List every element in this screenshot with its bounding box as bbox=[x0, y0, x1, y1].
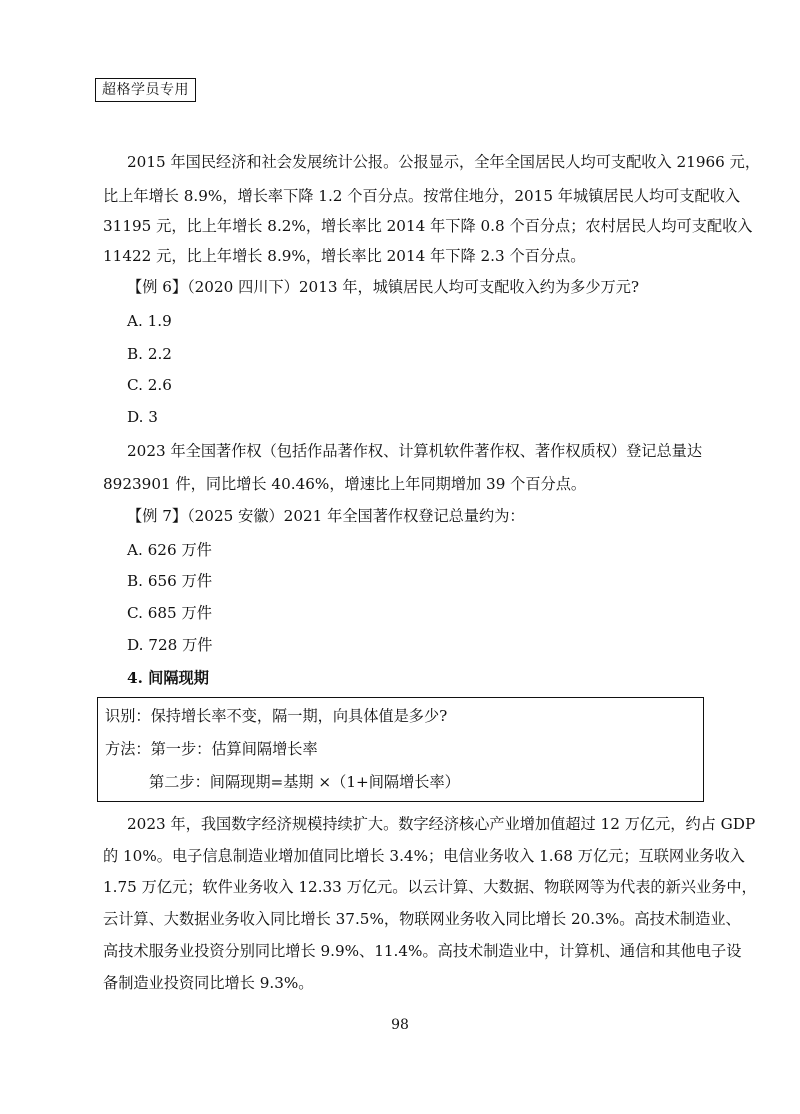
example7-option-c: C. 685 万件 bbox=[127, 604, 212, 622]
page-number: 98 bbox=[391, 1017, 409, 1033]
example7-question: 【例 7】（2025 安徽）2021 年全国著作权登记总量约为： bbox=[127, 507, 525, 525]
method-box bbox=[97, 697, 704, 802]
passage3-line-4: 云计算、大数据业务收入同比增长 37.5%，物联网业务收入同比增长 20.3%。高技术制造业、 bbox=[103, 910, 741, 928]
example6-option-b: B. 2.2 bbox=[127, 345, 172, 363]
example6-option-d: D. 3 bbox=[127, 408, 158, 426]
passage3-line-6: 备制造业投资同比增长 9.3%。 bbox=[103, 974, 314, 992]
passage1-line-4: 11422 元，比上年增长 8.9%，增长率比 2014 年下降 2.3 个百分点。 bbox=[103, 247, 586, 265]
passage2-line-1: 2023 年全国著作权（包括作品著作权、计算机软件著作权、著作权质权）登记总量达 bbox=[127, 442, 703, 460]
example7-option-d: D. 728 万件 bbox=[127, 636, 213, 654]
passage1-line-1: 2015 年国民经济和社会发展统计公报。公报显示，全年全国居民人均可支配收入 21966 元， bbox=[127, 153, 761, 171]
example6-option-c: C. 2.6 bbox=[127, 376, 172, 394]
passage3-line-3: 1.75 万亿元；软件业务收入 12.33 万亿元。以云计算、大数据、物联网等为代表的新兴业务中， bbox=[103, 878, 757, 896]
passage2-line-2: 8923901 件，同比增长 40.46%，增速比上年同期增加 39 个百分点。 bbox=[103, 475, 587, 493]
passage3-line-2: 的 10%。电子信息制造业增加值同比增长 3.4%；电信业务收入 1.68 万亿元；互联网业务收入 bbox=[103, 847, 745, 865]
passage3-line-5: 高技术服务业投资分别同比增长 9.9%、11.4%。高技术制造业中，计算机、通信和其他电子设 bbox=[103, 942, 742, 960]
header-tag: 超格学员专用 bbox=[95, 78, 196, 102]
passage3-line-1: 2023 年，我国数字经济规模持续扩大。数字经济核心产业增加值超过 12 万亿元，约占 GDP bbox=[127, 815, 756, 833]
method-step-2: 第二步：间隔现期=基期 ×（1+间隔增长率） bbox=[149, 773, 460, 791]
example7-option-b: B. 656 万件 bbox=[127, 572, 213, 590]
passage1-line-3: 31195 元，比上年增长 8.2%，增长率比 2014 年下降 0.8 个百分点；农村居民人均可支配收入 bbox=[103, 217, 753, 235]
example6-option-a: A. 1.9 bbox=[127, 312, 172, 330]
section-heading: 4. 间隔现期 bbox=[127, 669, 209, 687]
example6-question: 【例 6】（2020 四川下）2013 年，城镇居民人均可支配收入约为多少万元? bbox=[127, 278, 640, 296]
method-identify: 识别：保持增长率不变，隔一期，向具体值是多少? bbox=[105, 707, 448, 725]
example7-option-a: A. 626 万件 bbox=[127, 541, 212, 559]
method-step-1: 方法：第一步：估算间隔增长率 bbox=[105, 740, 318, 758]
passage1-line-2: 比上年增长 8.9%，增长率下降 1.2 个百分点。按常住地分，2015 年城镇居民人均可支配收入 bbox=[103, 187, 741, 205]
